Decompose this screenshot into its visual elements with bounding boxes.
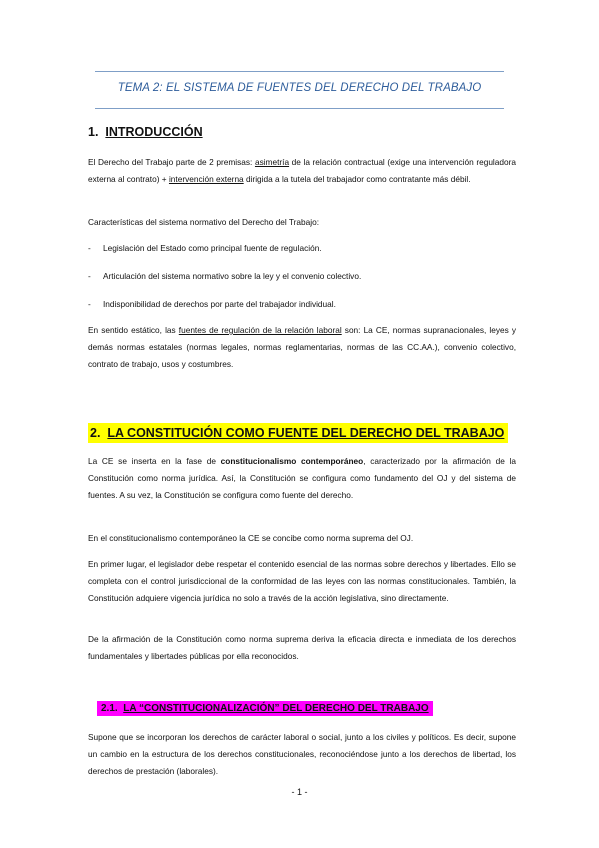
- list-item: [88, 297, 336, 311]
- section-2-paragraph-2: En el constitucionalismo contemporáneo la CE se concibe como norma suprema del OJ.: [88, 533, 414, 543]
- magenta-highlight: [97, 701, 433, 716]
- underlined-term: intervención externa: [168, 174, 244, 184]
- list-item: [88, 241, 322, 255]
- text-run: de la relación contractual (exige una intervención reguladora externa al contrato) +: [88, 157, 516, 184]
- text-run: , caracterizado por la afirmación de la Constitución como norma jurídica. Así, la Constitución se configura como fundamento del OJ y del sistema de fuentes. A su vez, la Constitución se configura como fuente del derecho.: [88, 456, 516, 500]
- section-2-1-number: 2.1.: [101, 703, 118, 714]
- section-1-number: 1.: [88, 125, 99, 139]
- list-item-text: Indisponibilidad de derechos por parte del trabajador individual.: [103, 299, 336, 309]
- text-run: dirigida a la tutela del trabajador como contratante más débil.: [243, 174, 471, 184]
- underlined-term: fuentes de regulación de la relación laboral: [178, 325, 342, 335]
- section-2-paragraph-3: En primer lugar, el legislador debe respetar el contenido esencial de las normas sobre derechos y libertades. Ello se completa con el control jurisdiccional de la conformidad de las leyes con las normas constitucionales. También, la Constitución adquiere vigencia jurídica no solo a través de la acción legislativa, sino directamente.: [88, 559, 516, 603]
- list-item-text: Legislación del Estado como principal fuente de regulación.: [103, 243, 322, 253]
- document-title: TEMA 2: EL SISTEMA DE FUENTES DEL DERECHO DEL TRABAJO: [117, 82, 482, 94]
- section-2-title: LA CONSTITUCIÓN COMO FUENTE DEL DERECHO DEL TRABAJO: [107, 426, 505, 440]
- section-2-1-heading: [97, 703, 433, 714]
- text-run: son: La CE, normas supranacionales, leyes y demás normas estatales (normas legales, normas reglamentarias, normas de las CC.AA.), convenio colectivo, contrato de trabajo, usos y costumbres.: [88, 325, 516, 369]
- section-2-number: 2.: [90, 426, 101, 440]
- text-run: La CE se inserta en la fase de: [88, 456, 221, 466]
- yellow-highlight: [88, 423, 508, 443]
- section-2-paragraph-4: De la afirmación de la Constitución como norma suprema deriva la eficacia directa e inmediata de los derechos fundamentales y libertades públicas por ella reconocidos.: [88, 634, 516, 661]
- text-run: El Derecho del Trabajo parte de 2 premisas:: [88, 157, 255, 167]
- section-1-paragraph-3: [88, 322, 516, 373]
- list-item: [88, 269, 361, 283]
- list-item-text: Articulación del sistema normativo sobre la ley y el convenio colectivo.: [103, 271, 362, 281]
- section-1-title: INTRODUCCIÓN: [105, 125, 203, 139]
- text-run: En sentido estático, las: [88, 325, 179, 335]
- header-top-rule: [95, 71, 504, 72]
- section-2-1-title: LA “CONSTITUCIONALIZACIÓN” DEL DERECHO DEL TRABAJO: [123, 703, 429, 714]
- section-2-heading: [88, 426, 508, 440]
- header-bottom-rule: [95, 108, 504, 109]
- page-number: - 1 -: [291, 787, 308, 797]
- underlined-term: asimetría: [254, 157, 290, 167]
- bullet-dash: -: [88, 243, 91, 253]
- section-2-paragraph-1: [88, 453, 516, 504]
- section-1-paragraph-2: Características del sistema normativo del Derecho del Trabajo:: [88, 217, 320, 227]
- section-2-1-paragraph-1: Supone que se incorporan los derechos de carácter laboral o social, junto a los civiles y políticos. Es decir, supone un cambio en la estructura de los derechos constitucionales, reconociéndose junto a los derechos de libertad, los derechos de prestación (laborales).: [88, 732, 516, 776]
- bold-term: constitucionalismo contemporáneo: [220, 456, 364, 466]
- bullet-dash: -: [88, 271, 91, 281]
- section-1-heading: [88, 125, 203, 139]
- section-1-paragraph-1: [88, 154, 516, 188]
- bullet-dash: -: [88, 299, 91, 309]
